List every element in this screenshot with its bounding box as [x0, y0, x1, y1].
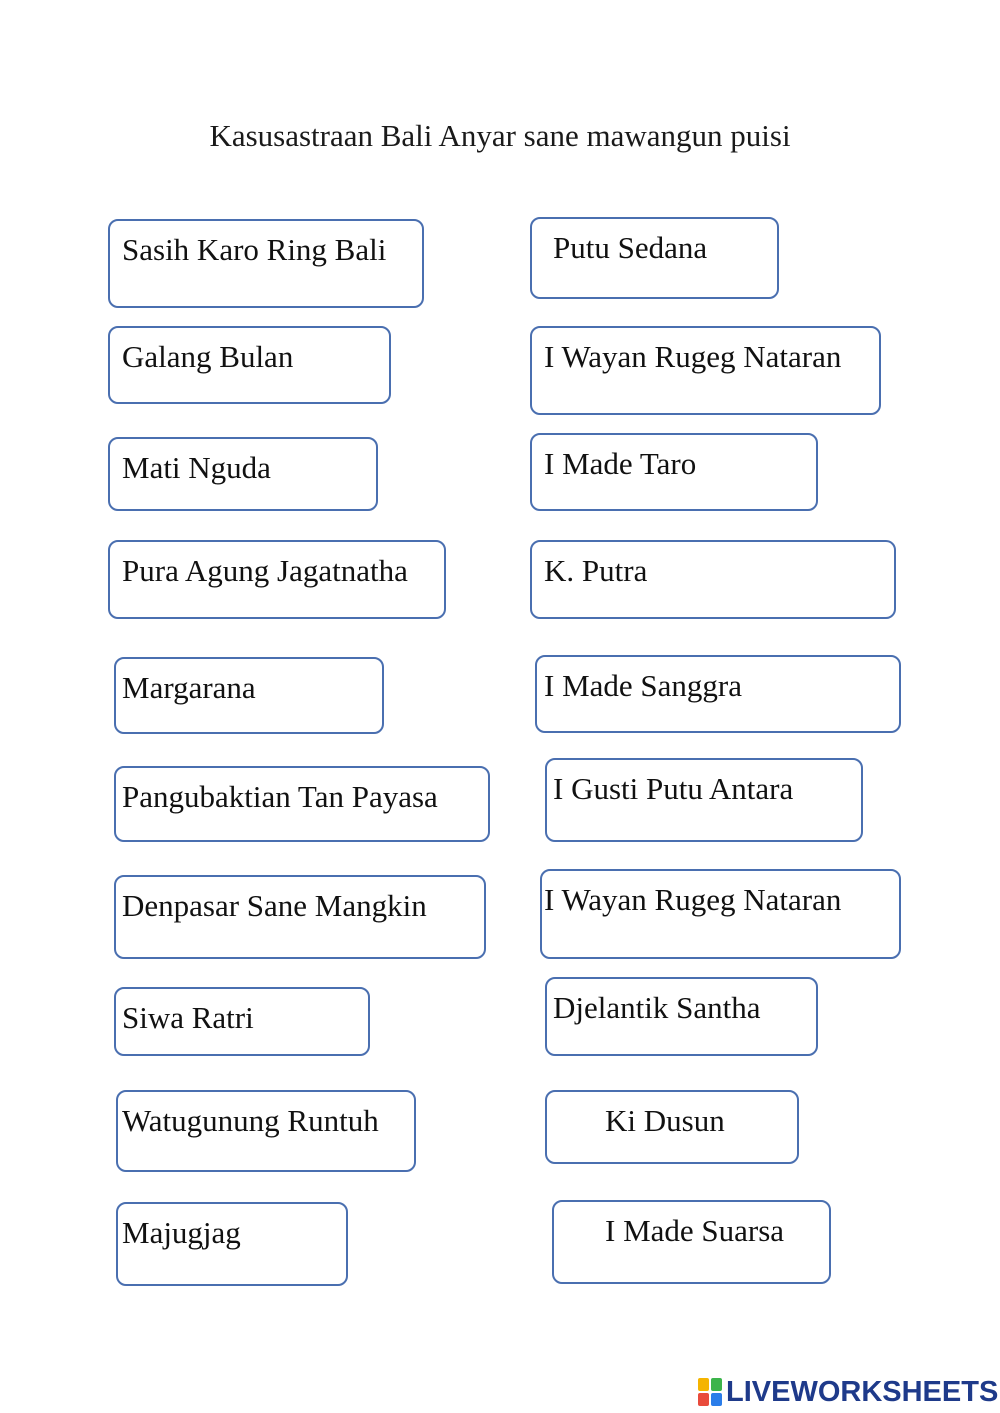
- liveworksheets-wordmark: LIVEWORKSHEETS: [726, 1376, 999, 1408]
- author-label: Ki Dusun: [605, 1103, 725, 1138]
- poem-title-box[interactable]: [114, 987, 370, 1056]
- author-label: K. Putra: [544, 553, 648, 588]
- poem-title-label: Pura Agung Jagatnatha: [122, 553, 408, 588]
- author-label: Djelantik Santha: [553, 990, 761, 1025]
- author-label: I Gusti Putu Antara: [553, 771, 794, 806]
- author-box[interactable]: [545, 758, 863, 842]
- poem-title-box[interactable]: [114, 875, 486, 959]
- worksheet-title: Kasusastraan Bali Anyar sane mawangun puisi: [209, 118, 791, 153]
- poem-title-label: Majugjag: [122, 1215, 241, 1250]
- poem-title-label: Mati Nguda: [122, 450, 271, 485]
- author-label: I Wayan Rugeg Nataran: [544, 882, 842, 917]
- author-label: I Made Sanggra: [544, 668, 742, 703]
- poem-title-label: Siwa Ratri: [122, 1000, 254, 1035]
- author-box[interactable]: [530, 217, 779, 299]
- liveworksheets-logo: [698, 1376, 999, 1410]
- poem-title-label: Sasih Karo Ring Bali: [122, 232, 387, 267]
- poem-title-box[interactable]: [114, 657, 384, 734]
- poem-title-box[interactable]: [108, 437, 378, 511]
- liveworksheets-logo-icon: [698, 1378, 724, 1408]
- poem-title-box[interactable]: [114, 766, 490, 842]
- author-box[interactable]: [545, 1090, 799, 1164]
- poem-title-box[interactable]: [108, 540, 446, 619]
- poem-title-box[interactable]: [108, 219, 424, 308]
- poem-title-label: Watugunung Runtuh: [122, 1103, 379, 1138]
- poem-title-label: Galang Bulan: [122, 339, 294, 374]
- poem-title-label: Pangubaktian Tan Payasa: [122, 779, 438, 814]
- author-box[interactable]: [530, 540, 896, 619]
- author-label: I Wayan Rugeg Nataran: [544, 339, 842, 374]
- poem-title-box[interactable]: [116, 1202, 348, 1286]
- author-box[interactable]: [530, 326, 881, 415]
- author-box[interactable]: [535, 655, 901, 733]
- author-label: I Made Suarsa: [605, 1213, 785, 1248]
- author-label: I Made Taro: [544, 446, 697, 481]
- author-box[interactable]: [545, 977, 818, 1056]
- author-label: Putu Sedana: [553, 230, 708, 265]
- author-box[interactable]: [540, 869, 901, 959]
- author-box[interactable]: [552, 1200, 831, 1284]
- poem-title-label: Denpasar Sane Mangkin: [122, 888, 427, 923]
- poem-title-label: Margarana: [122, 670, 256, 705]
- author-box[interactable]: [530, 433, 818, 511]
- poem-title-box[interactable]: [108, 326, 391, 404]
- poem-title-box[interactable]: [116, 1090, 416, 1172]
